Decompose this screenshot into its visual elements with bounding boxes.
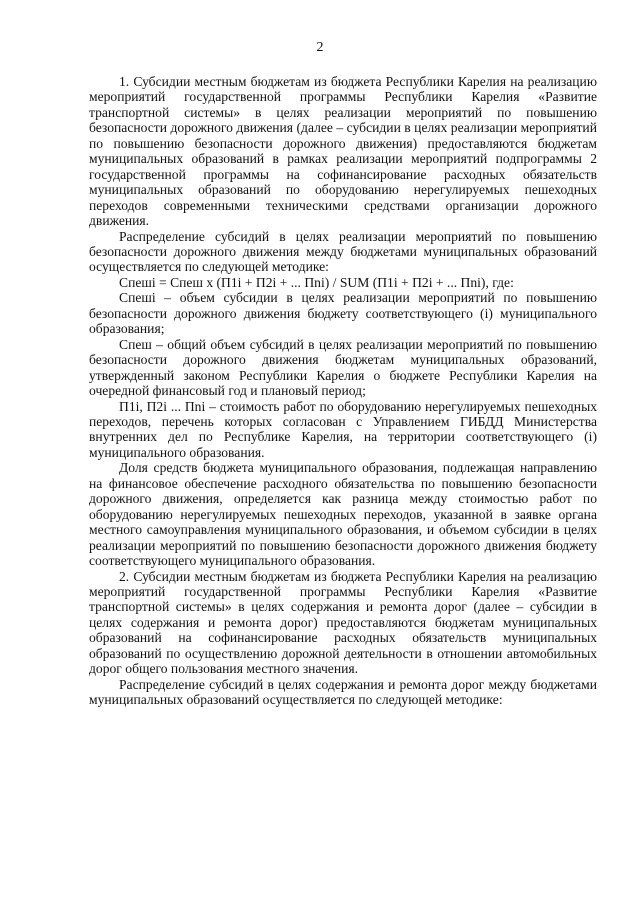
paragraph-subsidy-roads-intro: 2. Субсидии местным бюджетам из бюджета Республики Карелия на реализацию мероприятий государственной программы Республики Карелия «Развитие транспортной системы» в целях содержания и ремонта дорог (далее – субсидии в целях содержания и ремонта дорог) предоставляются бюджетам муниципальных образований на софинансирование расходных обязательств муниципальных образований по осуществлению дорожной деятельности в отношении автомобильных дорог общего пользования местного значения. (89, 568, 597, 677)
paragraph-safety-distribution: Распределение субсидий в целях реализации мероприятий по повышению безопасности дорожного движения между бюджетами муниципальных образований осуществляется по следующей методике: (89, 228, 597, 275)
document-body (89, 74, 597, 708)
page-number: 2 (316, 40, 324, 55)
paragraph-definition-p-values: П1i, П2i ... Пni – стоимость работ по оборудованию нерегулируемых пешеходных переходов, перечень которых согласован с Управлением ГИБДД Министерства внутренних дел по Республике Карелия, на территории соответствующего (i) муниципального образования. (89, 398, 597, 460)
paragraph-subsidy-safety-intro: 1. Субсидии местным бюджетам из бюджета Республики Карелия на реализацию мероприятий государственной программы Республики Карелия «Развитие транспортной системы» в целях реализации мероприятий по повышению безопасности дорожного движения (далее – субсидии в целях реализации мероприятий по повышению безопасности дорожного движения) предоставляются бюджетам муниципальных образований в рамках реализации мероприятий подпрограммы 2 государственной программы на софинансирование расходных обязательств муниципальных образований по оборудованию нерегулируемых пешеходных переходов современными техническими средствами организации дорожного движения. (89, 74, 597, 229)
paragraph-safety-formula: Спешi = Спеш x (П1i + П2i + ... Пni) / SUM (П1i + П2i + ... Пni), где: (119, 274, 514, 290)
paragraph-definition-spesh: Спеш – общий объем субсидий в целях реализации мероприятий по повышению безопасности дорожного движения бюджетам муниципальных образований, утвержденный законом Республики Карелия о бюджете Республики Карелия на очередной финансовый год и плановый период; (89, 336, 597, 399)
paragraph-definition-spesh-i: Спешi – объем субсидии в целях реализации мероприятий по повышению безопасности дорожного движения бюджету соответствующего (i) муниципального образования; (89, 290, 597, 337)
paragraph-municipal-share: Доля средств бюджета муниципального образования, подлежащая направлению на финансовое обеспечение расходного обязательства по повышению безопасности дорожного движения, определяется как разница между стоимостью работ по оборудованию нерегулируемых пешеходных переходов, указанной в заявке органа местного самоуправления муниципального образования, и объемом субсидии в целях реализации мероприятий по повышению безопасности дорожного движения бюджету соответствующего муниципального образования. (89, 460, 597, 569)
paragraph-roads-distribution: Распределение субсидий в целях содержания и ремонта дорог между бюджетами муниципальных образований осуществляется по следующей методике: (89, 676, 597, 708)
